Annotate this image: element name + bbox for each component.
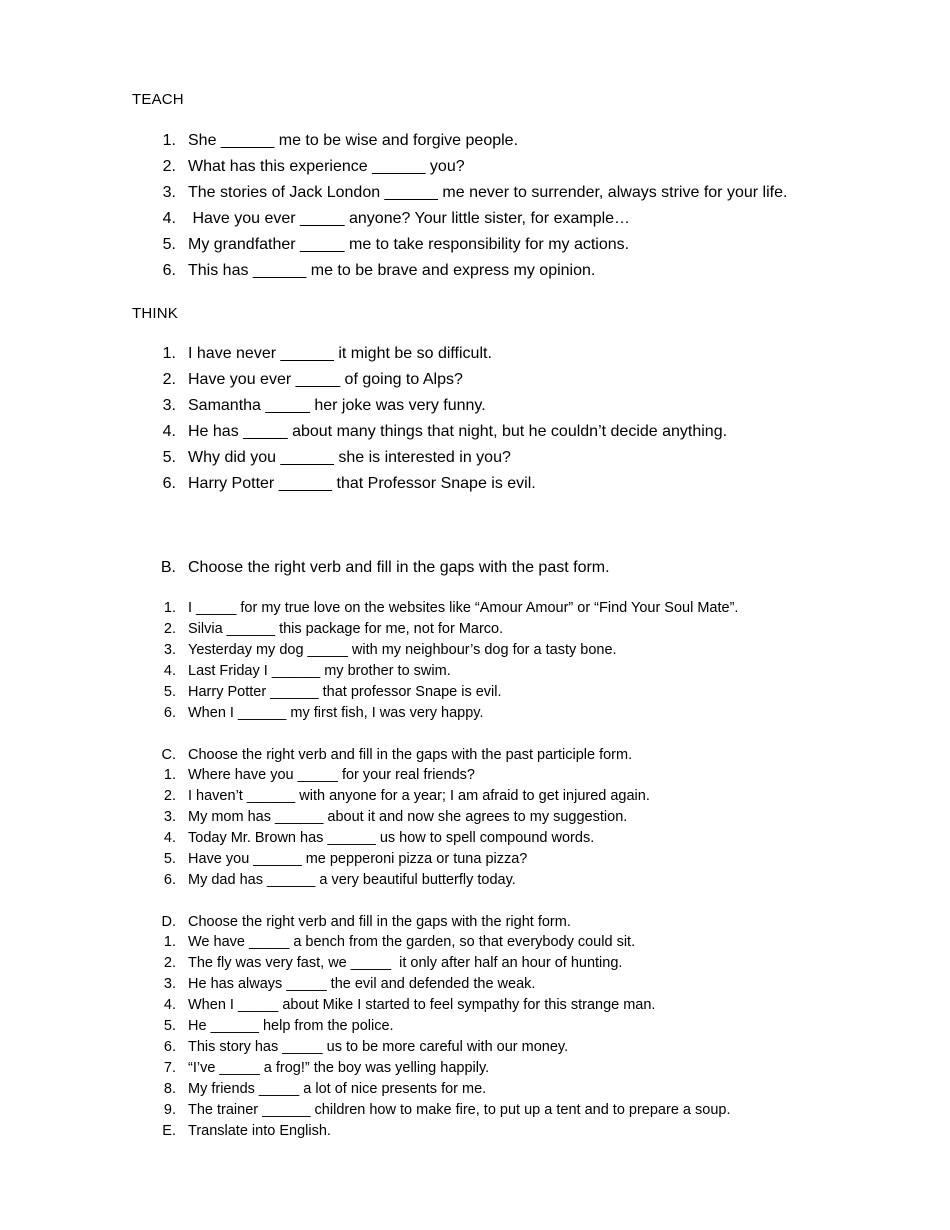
worksheet-page: TEACH 1. She ______ me to be wise and forgive people. 2. What has this experience ______ you? 3. The stories of Jack London ______ me never to surrender, always strive for your life. 4. Have you ever _____ anyone? Your little sister, for example… 5. My grandfather _____ me to take responsibility for my actions. 6. This has ______ me to be brave and express my opinion. THINK 1. I have never ______ it might be so difficult. 2. Have you ever _____ of going to Alps? 3. Samantha _____ her joke was very funny. 4. He has _____ about many things that night, but he couldn’t decide anything. 5. Why did you ______ she is interested in you? 6. Harry Potter ______ that Professor Snape is evil. B. Choose the right verb and fill in the gaps with the past form. 1. I _____ for my true love on the websites like “Amour Amour” or “Find Your Soul Mate”. 2. Silvia ______ this package for me, not for Marco. 3. Yesterday my dog _____ with my neighbour’s dog for a tasty bone. 4. Last Friday I ______ my brother to swim. 5. Harry Potter ______ that professor Snape is evil. 6. When I ______ my first fish, I was very happy. C. Choose the right verb and fill in the gaps with the past participle form. 1. Where have you _____ for your real friends? 2. I haven’t ______ with anyone for a year; I am afraid to get injured again. 3. My mom has ______ about it and now she agrees to my suggestion. 4. Today Mr. Brown has ______ us how to spell compound words. 5. Have you ______ me pepperoni pizza or tuna pizza? 6. My dad has ______ a very beautiful butterfly today. D. Choose the right verb and fill in the gaps with the right form. 1. We have _____ a bench from the garden, so that everybody could sit. 2. The fly was very fast, we _____ it only after half an hour of hunting. 3. He has always _____ the evil and defended the weak. 4. When I _____ about Mike I started to feel sympathy for this strange man. 5. He ______ help from the police. 6. This story has _____ us to be more careful with our money. 7. “I’ve _____ a frog!” the boy was yelling happily. 8. My friends _____ a lot of nice presents for me. 9. The trainer ______ children how to make fire, to put up a tent and to prepare a soup. E. Translate into English. xyxy=(132,91,788,1139)
think-heading: THINK xyxy=(132,305,178,322)
teach-heading: TEACH xyxy=(132,91,184,108)
